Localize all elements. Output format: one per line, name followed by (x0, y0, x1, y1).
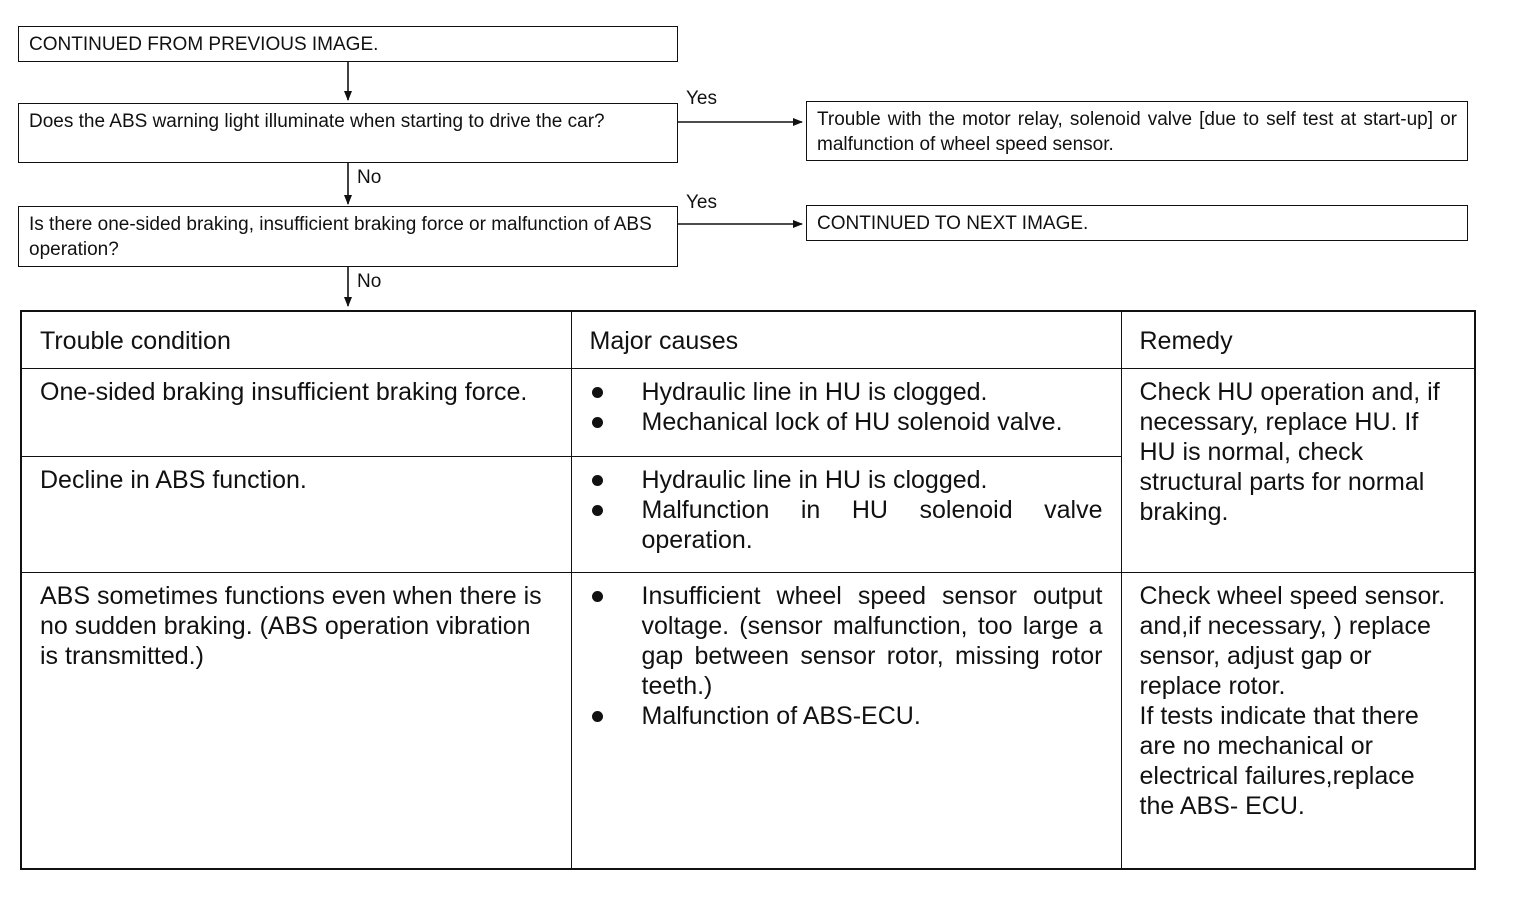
header-major-causes: Major causes (571, 311, 1121, 369)
cause-item: Malfunction in HU solenoid valve operation. (590, 495, 1103, 555)
question-2-yes-result-box (806, 205, 1468, 241)
header-remedy: Remedy (1121, 311, 1475, 369)
remedy-cell (1121, 369, 1475, 573)
question-1-text: Does the ABS warning light illuminate when starting to drive the car? (29, 111, 605, 132)
condition-cell: Decline in ABS function. (21, 457, 571, 573)
remedy-text: If tests indicate that there are no mechanical or electrical failures,replace the ABS- ECU. (1139, 702, 1419, 820)
table-header-row (21, 311, 1475, 369)
question-1-no-label: No (357, 167, 382, 188)
table-row (21, 369, 1475, 457)
condition-cell: ABS sometimes functions even when there is no sudden braking. (ABS operation vibration is transmitted.) (21, 573, 571, 870)
cause-item: Hydraulic line in HU is clogged. (590, 377, 1103, 407)
causes-cell (571, 573, 1121, 870)
question-1-box (18, 103, 678, 163)
remedy-text: Check wheel speed sensor. and,if necessary, ) replace sensor, adjust gap or replace rotor. (1139, 582, 1446, 700)
table-row (21, 573, 1475, 870)
condition-cell: One-sided braking insufficient braking force. (21, 369, 571, 457)
remedy-cell (1121, 573, 1475, 870)
cause-item: Mechanical lock of HU solenoid valve. (590, 407, 1103, 437)
question-2-yes-label: Yes (686, 192, 717, 213)
question-1-yes-result-box (806, 101, 1468, 161)
cause-item: Insufficient wheel speed sensor output voltage. (sensor malfunction, too large a gap between sensor rotor, missing rotor teeth.) (590, 581, 1103, 701)
remedy-text: Check HU operation and, if necessary, replace HU. If HU is normal, check structural parts for normal braking. (1139, 378, 1440, 526)
causes-cell (571, 369, 1121, 457)
start-box (18, 26, 678, 62)
start-text: CONTINUED FROM PREVIOUS IMAGE. (29, 34, 379, 55)
question-2-text: Is there one-sided braking, insufficient braking force or malfunction of ABS operation? (29, 214, 652, 260)
question-1-yes-label: Yes (686, 88, 717, 109)
question-2-yes-result-text: CONTINUED TO NEXT IMAGE. (817, 213, 1089, 234)
causes-cell (571, 457, 1121, 573)
question-2-box (18, 206, 678, 267)
trouble-table (20, 310, 1476, 870)
question-2-no-label: No (357, 271, 382, 292)
question-1-yes-result-text: Trouble with the motor relay, solenoid valve [due to self test at start-up] or malfunction of wheel speed sensor. (817, 109, 1457, 155)
header-trouble-condition: Trouble condition (21, 311, 571, 369)
cause-item: Hydraulic line in HU is clogged. (590, 465, 1103, 495)
cause-item: Malfunction of ABS-ECU. (590, 701, 1103, 731)
